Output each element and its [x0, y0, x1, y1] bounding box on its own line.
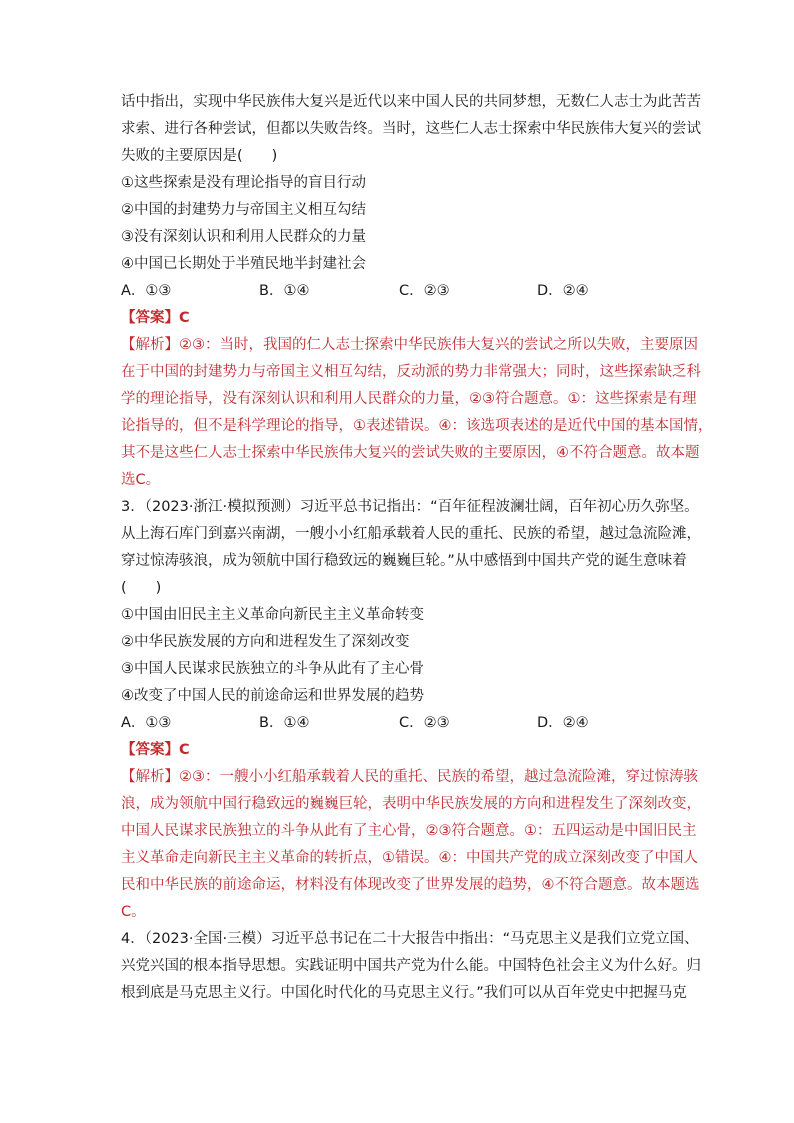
option-a: A．①③ [121, 283, 172, 299]
statement-item: ④中国已长期处于半殖民地半封建社会 [121, 256, 366, 272]
question-3-answer: 【答案】C [121, 742, 190, 758]
question-2-stem [121, 89, 701, 170]
option-c: C．②③ [399, 715, 450, 731]
analysis-line: 中国人民谋求民族独立的斗争从此有了主心骨，②③符合题意。①：五四运动是中国旧民主 [121, 823, 697, 839]
stem-line: 穿过惊涛骇浪，成为领航中国行稳致远的巍巍巨轮。”从中感悟到中国共产党的诞生意味着 [121, 553, 687, 569]
stem-line: ( ) [121, 580, 162, 596]
question-3-analysis [121, 764, 701, 926]
statement-item: ③中国人民谋求民族独立的斗争从此有了主心骨 [121, 661, 424, 677]
analysis-line: 民和中华民族的前途命运，材料没有体现改变了世界发展的趋势，④不符合题意。故本题选 [121, 877, 700, 893]
analysis-line: 其不是这些仁人志士探索中华民族伟大复兴的尝试失败的主要原因，④不符合题意。故本题 [121, 445, 700, 461]
content-column [121, 89, 713, 1007]
option-d: D．②④ [537, 715, 589, 731]
analysis-line: C。 [121, 904, 146, 920]
stem-line: 4．（2023·全国·三模）习近平总书记在二十大报告中指出：“马克思主义是我们立党立国、 [121, 931, 699, 947]
question-2-options [121, 278, 681, 305]
statement-item: ①这些探索是没有理论指导的盲目行动 [121, 175, 366, 191]
stem-line: 3．（2023·浙江·模拟预测）习近平总书记指出：“百年征程波澜壮阔，百年初心历久弥坚。 [121, 499, 699, 515]
option-b: B．①④ [259, 283, 310, 299]
statement-item: ④改变了中国人民的前途命运和世界发展的趋势 [121, 688, 424, 704]
stem-line: 从上海石库门到嘉兴南湖，一艘小小红船承载着人民的重托、民族的希望，越过急流险滩， [121, 526, 701, 542]
option-c: C．②③ [399, 283, 450, 299]
option-b: B．①④ [259, 715, 310, 731]
statement-item: ③没有深刻认识和利用人民群众的力量 [121, 229, 366, 245]
question-2-items [121, 170, 681, 278]
question-4-stem [121, 926, 701, 1007]
analysis-line: 在于中国的封建势力与帝国主义相互勾结，反动派的势力非常强大；同时，这些探索缺乏科 [121, 364, 701, 380]
question-2-answer: 【答案】C [121, 310, 190, 326]
stem-line: 根到底是马克思主义行。中国化时代化的马克思主义行。”我们可以从百年党史中把握马克 [121, 985, 687, 1001]
analysis-line: 论指导的，但不是科学理论的指导，①表述错误。④：该选项表述的是近代中国的基本国情， [121, 418, 713, 434]
analysis-line: 浪，成为领航中国行稳致远的巍巍巨轮，表明中华民族发展的方向和进程发生了深刻改变， [121, 796, 701, 812]
option-a: A．①③ [121, 715, 172, 731]
statement-item: ②中国的封建势力与帝国主义相互勾结 [121, 202, 366, 218]
statement-item: ②中华民族发展的方向和进程发生了深刻改变 [121, 634, 410, 650]
analysis-line: 主义革命走向新民主主义革命的转折点，①错误。④：中国共产党的成立深刻改变了中国人 [121, 850, 698, 866]
analysis-line: 【解析】②③：一艘小小红船承载着人民的重托、民族的希望，越过急流险滩，穿过惊涛骇 [121, 769, 698, 785]
question-3-options [121, 710, 681, 737]
statement-item: ①中国由旧民主主义革命向新民主主义革命转变 [121, 607, 424, 623]
analysis-line: 学的理论指导，没有深刻认识和利用人民群众的力量，②③符合题意。①：这些探索是有理 [121, 391, 697, 407]
stem-line: 失败的主要原因是( ) [121, 148, 278, 164]
stem-line: 话中指出，实现中华民族伟大复兴是近代以来中国人民的共同梦想，无数仁人志士为此苦苦 [121, 94, 701, 110]
question-2-analysis [121, 332, 713, 494]
analysis-line: 【解析】②③：当时，我国的仁人志士探索中华民族伟大复兴的尝试之所以失败，主要原因 [121, 337, 698, 353]
stem-line: 兴党兴国的根本指导思想。实践证明中国共产党为什么能。中国特色社会主义为什么好。归 [121, 958, 701, 974]
question-3-items [121, 602, 681, 710]
option-d: D．②④ [537, 283, 589, 299]
analysis-line: 选C。 [121, 472, 161, 488]
stem-line: 求索、进行各种尝试，但都以失败告终。当时，这些仁人志士探索中华民族伟大复兴的尝试 [121, 121, 701, 137]
question-3-stem [121, 494, 701, 602]
